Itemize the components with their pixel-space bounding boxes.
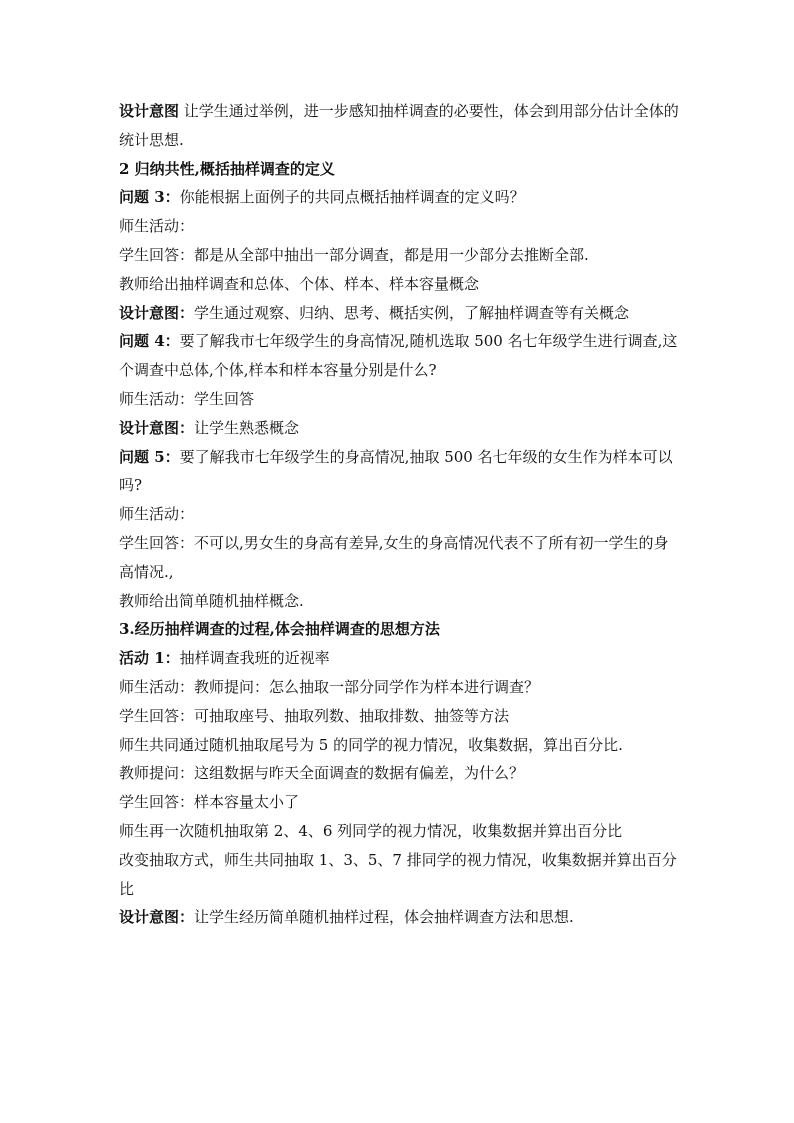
question-3-paragraph — [119, 183, 679, 212]
paragraph-text: 要了解我市七年级学生的身高情况,抽取 500 名七年级的女生作为样本可以吗? — [119, 447, 673, 495]
design-intent-paragraph-2 — [119, 299, 679, 328]
teacher-student-activity-paragraph: 师生活动：学生回答 — [119, 389, 255, 408]
teacher-student-activity-paragraph: 师生活动： — [119, 505, 195, 524]
paragraph-label: 问题 4： — [119, 332, 180, 351]
paragraph-label: 设计意图： — [119, 303, 195, 322]
question-5-paragraph — [119, 443, 679, 501]
design-intent-paragraph-3 — [119, 414, 679, 443]
teacher-student-activity-paragraph: 师生活动： — [119, 217, 195, 236]
paragraph-label: 设计意图： — [119, 908, 195, 927]
question-4-paragraph — [119, 327, 679, 385]
class-activity-paragraph: 师生共同通过随机抽取尾号为 5 的同学的视力情况，收集数据，算出百分比. — [119, 735, 623, 754]
paragraph-text: 让学生通过举例，进一步感知抽样调查的必要性，体会到用部分估计全体的统计思想. — [119, 102, 679, 149]
paragraph-text: 要了解我市七年级学生的身高情况,随机选取 500 名七年级学生进行调查,这个调查中总体,个体,样本和样本容量分别是什么? — [119, 332, 678, 380]
activity-1-paragraph — [119, 644, 679, 673]
teacher-question-paragraph: 师生活动：教师提问：怎么抽取一部分同学作为样本进行调查？ — [119, 677, 540, 696]
document-body — [119, 97, 679, 932]
paragraph-text: 抽样调查我班的近视率 — [179, 649, 330, 668]
design-intent-paragraph-1 — [119, 97, 679, 155]
paragraph-text: 你能根据上面例子的共同点概括抽样调查的定义吗？ — [179, 188, 525, 207]
class-activity-paragraph: 改变抽取方式，师生共同抽取 1、3、5、7 排同学的视力情况，收集数据并算出百分比 — [119, 850, 677, 898]
teacher-concept-paragraph: 教师给出抽样调查和总体、个体、样本、样本容量概念 — [119, 274, 480, 293]
class-activity-paragraph: 师生再一次随机抽取第 2、4、6 列同学的视力情况，收集数据并算出百分比 — [119, 821, 623, 840]
paragraph-label: 问题 3： — [119, 188, 180, 207]
paragraph-label: 设计意图 — [119, 102, 180, 120]
student-answer-paragraph: 学生回答：可抽取座号、抽取列数、抽取排数、抽签等方法 — [119, 706, 510, 725]
paragraph-text: 让学生经历简单随机抽样过程，体会抽样调查方法和思想. — [194, 908, 574, 927]
teacher-concept-paragraph: 教师给出简单随机抽样概念. — [119, 591, 304, 610]
student-answer-paragraph: 学生回答：样本容量太小了 — [119, 793, 300, 812]
design-intent-paragraph-4 — [119, 903, 679, 932]
paragraph-label: 设计意图： — [119, 418, 195, 437]
student-answer-paragraph: 学生回答：都是从全部中抽出一部分调查，都是用一少部分去推断全部. — [119, 245, 589, 264]
section-heading-3: 3.经历抽样调查的过程,体会抽样调查的思想方法 — [119, 620, 440, 639]
student-answer-paragraph: 学生回答：不可以,男女生的身高有差异,女生的身高情况代表不了所有初一学生的身高情况., — [119, 533, 669, 581]
section-heading-2: 2 归纳共性,概括抽样调查的定义 — [119, 159, 335, 178]
paragraph-label: 活动 1： — [119, 649, 180, 668]
paragraph-label: 问题 5： — [119, 447, 180, 466]
paragraph-text: 学生通过观察、归纳、思考、概括实例，了解抽样调查等有关概念 — [194, 303, 630, 322]
paragraph-text: 让学生熟悉概念 — [194, 418, 300, 437]
teacher-question-paragraph: 教师提问：这组数据与昨天全面调查的数据有偏差，为什么？ — [119, 764, 525, 783]
